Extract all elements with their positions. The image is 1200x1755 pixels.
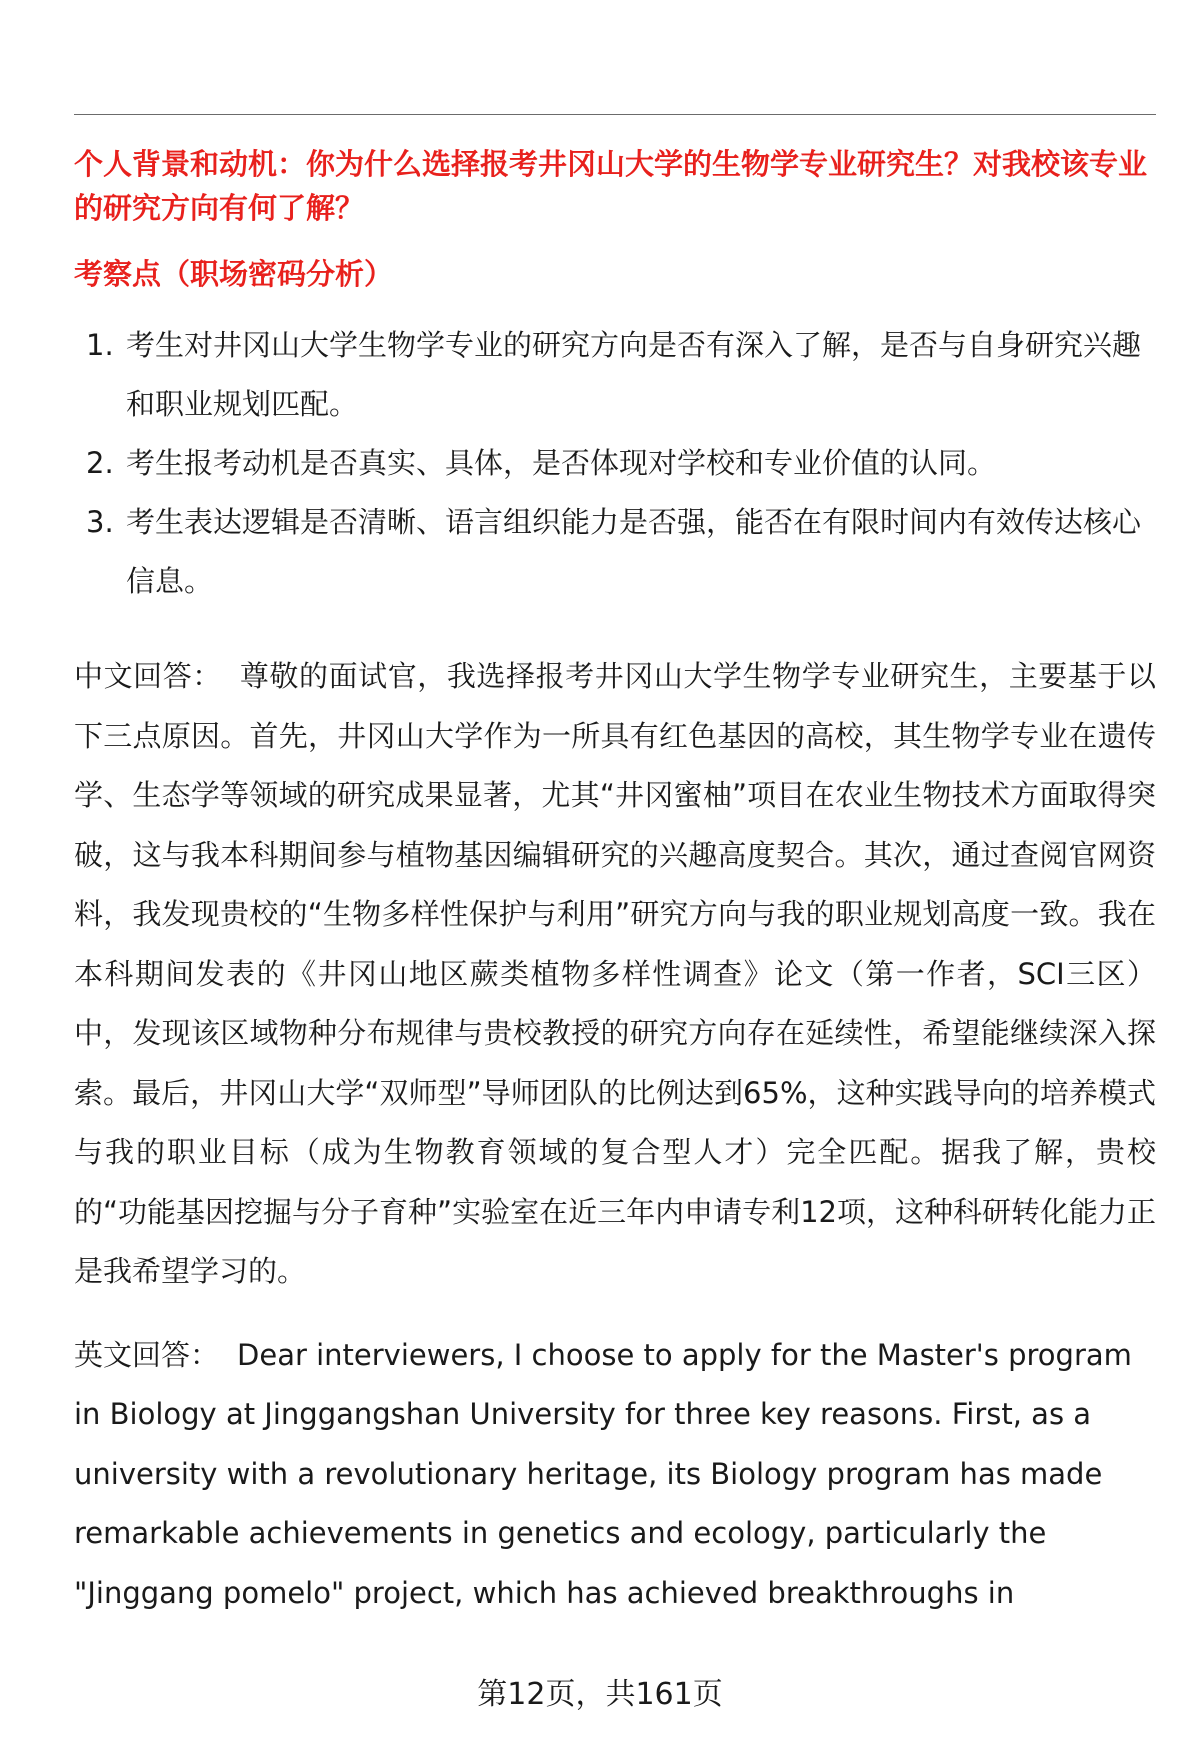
- chinese-answer-text: 尊敬的面试官，我选择报考井冈山大学生物学专业研究生，主要基于以下三点原因。首先，井冈山大学作为一所具有红色基因的高校，其生物学专业在遗传学、生态学等领域的研究成果显著，尤其“井冈蜜柚”项目在农业生物技术方面取得突破，这与我本科期间参与植物基因编辑研究的兴趣高度契合。其次，通过查阅官网资料，我发现贵校的“生物多样性保护与利用”研究方向与我的职业规划高度一致。我在本科期间发表的《井冈山地区蕨类植物多样性调查》论文（第一作者，SCI三区）中，发现该区域物种分布规律与贵校教授的研究方向存在延续性，希望能继续深入探索。最后，井冈山大学“双师型”导师团队的比例达到65%，这种实践导向的培养模式与我的职业目标（成为生物教育领域的复合型人才）完全匹配。据我了解，贵校的“功能基因挖掘与分子育种”实验室在近三年内申请专利12项，这种科研转化能力正是我希望学习的。: [74, 659, 1156, 1288]
- page-number-footer: 第12页，共161页: [477, 1677, 723, 1712]
- list-number: 2.: [86, 446, 114, 480]
- english-answer: [74, 1326, 1156, 1624]
- chinese-answer-label: 中文回答：: [74, 659, 222, 693]
- english-answer-label: 英文回答：: [74, 1337, 220, 1372]
- list-number: 1.: [86, 328, 114, 362]
- page-content: [74, 142, 1156, 1623]
- list-item: [74, 316, 1156, 434]
- question-heading: 个人背景和动机：你为什么选择报考井冈山大学的生物学专业研究生？对我校该专业的研究方向有何了解？: [74, 147, 1148, 225]
- list-text: 考生表达逻辑是否清晰、语言组织能力是否强，能否在有限时间内有效传达核心信息。: [126, 505, 1142, 598]
- list-item: [74, 434, 1156, 493]
- chinese-answer: [74, 647, 1156, 1302]
- header-rule: [74, 114, 1156, 115]
- english-answer-text: Dear interviewers, I choose to apply for the Master's program in Biology at Jinggangshan University for three key reasons. First, as a university with a revolutionary heritage, its Biology program has made remarkable achievements in genetics and ecology, particularly the "Jinggang pomelo" project, which has achieved breakthroughs in: [74, 1337, 1132, 1610]
- list-number: 3.: [86, 505, 114, 539]
- section-title: 考察点（职场密码分析）: [74, 257, 394, 291]
- list-text: 考生对井冈山大学生物学专业的研究方向是否有深入了解，是否与自身研究兴趣和职业规划匹配。: [126, 328, 1142, 421]
- list-text: 考生报考动机是否真实、具体，是否体现对学校和专业价值的认同。: [126, 446, 997, 480]
- assessment-points: [74, 316, 1156, 611]
- list-item: [74, 493, 1156, 611]
